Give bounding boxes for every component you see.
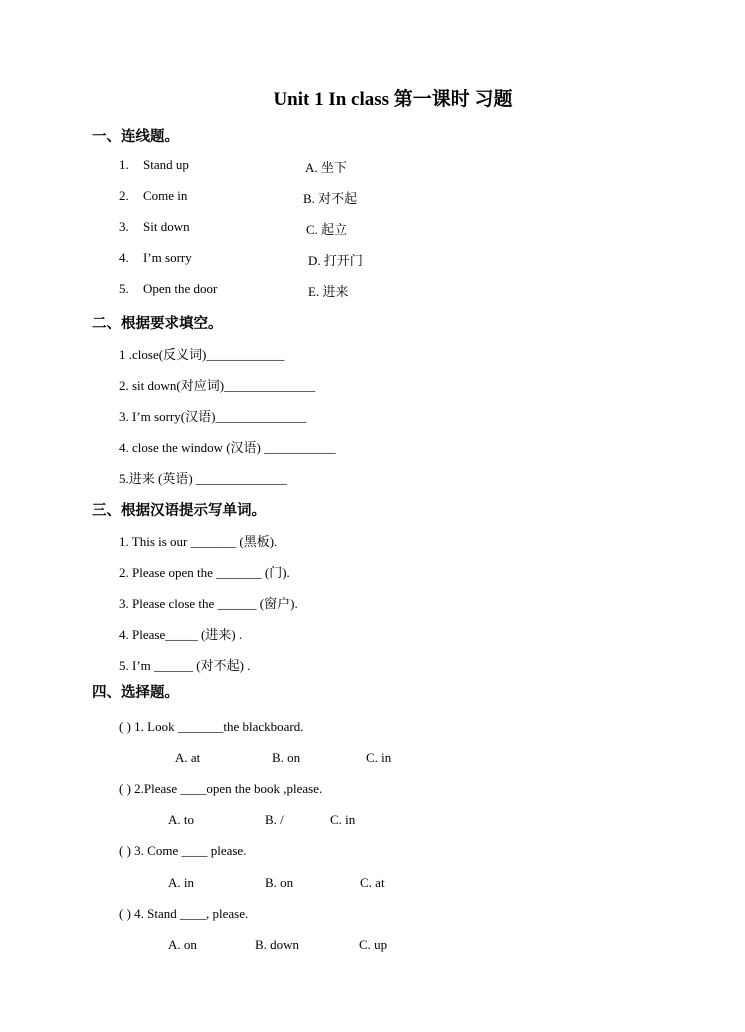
choice-question: ( ) 2.Please ____open the book ,please. — [119, 781, 323, 796]
choice-option: A. at — [175, 750, 201, 765]
word-hint-item: 1. This is our _______ (黑板). — [119, 534, 278, 549]
choice-option: B. on — [272, 750, 301, 765]
match-left-item: I’m sorry — [143, 250, 192, 265]
fill-blank-item: 2. sit down(对应词)______________ — [119, 378, 316, 393]
choice-question: ( ) 1. Look _______the blackboard. — [119, 719, 304, 734]
match-left-item: Open the door — [143, 281, 218, 296]
section-1-heading: 一、连线题。 — [92, 129, 179, 145]
fill-blank-item: 3. I’m sorry(汉语)______________ — [119, 409, 307, 424]
word-hint-item: 4. Please_____ (进来) . — [119, 627, 243, 642]
section-4-heading: 四、选择题。 — [92, 685, 179, 701]
match-left-item: Sit down — [143, 219, 190, 234]
match-right-item: D. 打开门 — [308, 253, 363, 268]
choice-option: B. / — [265, 812, 284, 827]
match-right-item: E. 进来 — [308, 284, 349, 299]
choice-question: ( ) 3. Come ____ please. — [119, 843, 247, 858]
choice-option: A. in — [168, 875, 194, 890]
match-right-item: B. 对不起 — [303, 191, 358, 206]
choice-question: ( ) 4. Stand ____, please. — [119, 906, 249, 921]
word-hint-item: 5. I’m ______ (对不起) . — [119, 658, 251, 673]
choice-option: C. at — [360, 875, 385, 890]
word-hint-item: 3. Please close the ______ (窗户). — [119, 596, 298, 611]
choice-option: B. down — [255, 937, 300, 952]
fill-blank-item: 5.进来 (英语) ______________ — [119, 471, 287, 486]
match-left-item: Come in — [143, 188, 188, 203]
choice-option: C. in — [330, 812, 356, 827]
match-right-item: C. 起立 — [306, 222, 348, 237]
match-left-number: 3. — [119, 219, 129, 234]
match-left-item: Stand up — [143, 157, 189, 172]
choice-option: B. on — [265, 875, 294, 890]
match-left-number: 1. — [119, 157, 129, 172]
section-2-heading: 二、根据要求填空。 — [92, 316, 223, 332]
choice-option: C. in — [366, 750, 392, 765]
match-left-number: 2. — [119, 188, 129, 203]
section-3-heading: 三、根据汉语提示写单词。 — [92, 503, 266, 519]
word-hint-item: 2. Please open the _______ (门). — [119, 565, 290, 580]
fill-blank-item: 1 .close(反义词)____________ — [119, 347, 285, 362]
match-left-number: 4. — [119, 250, 129, 265]
page-title: Unit 1 In class 第一课时 习题 — [273, 89, 513, 110]
fill-blank-item: 4. close the window (汉语) ___________ — [119, 440, 336, 455]
match-right-item: A. 坐下 — [305, 160, 347, 175]
choice-option: C. up — [359, 937, 388, 952]
choice-option: A. to — [168, 812, 194, 827]
match-left-number: 5. — [119, 281, 129, 296]
choice-option: A. on — [168, 937, 197, 952]
